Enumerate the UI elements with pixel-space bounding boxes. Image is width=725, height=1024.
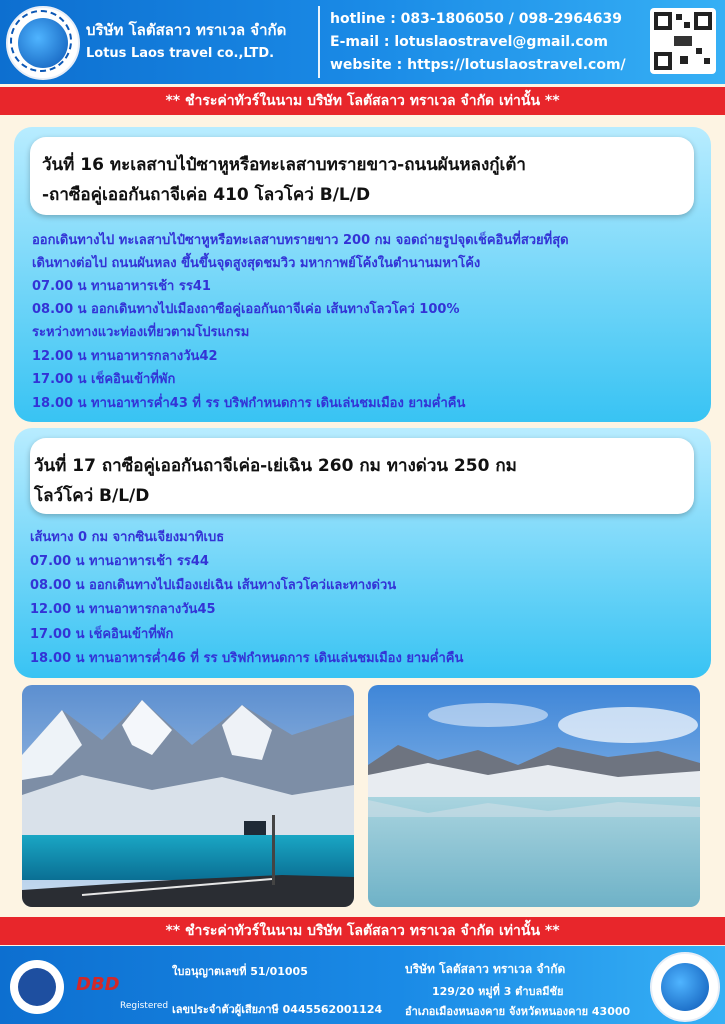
footer-address-line2: อำเภอเมืองหนองคาย จังหวัดหนองคาย 43000 xyxy=(405,1005,631,1018)
day17-line: 08.00 น ออกเดินทางไปเมืองเย่เฉิน เส้นทางโลวโคว่และทางด่วน xyxy=(30,578,397,593)
header-divider xyxy=(318,6,320,78)
day17-panel xyxy=(14,428,711,678)
day16-panel xyxy=(14,127,711,422)
license-number: ใบอนุญาตเลขที่ 51/01005 xyxy=(172,965,308,978)
payment-notice-bottom: ** ชำระค่าทัวร์ในนาม บริษัท โลตัสลาว ทราเวล จำกัด เท่านั้น ** xyxy=(0,917,725,945)
day16-line: 17.00 น เช็คอินเข้าที่พัก xyxy=(32,372,176,387)
day16-line: ออกเดินทางไป ทะเลสาบไป๋ซาหูหรือทะเลสาบทรายขาว 200 กม จอดถ่ายรูปจุดเช็คอินที่สวยที่สุด xyxy=(32,233,569,248)
day17-line: 07.00 น ทานอาหารเช้า รร44 xyxy=(30,554,209,569)
day16-line: ระหว่างทางแวะท่องเที่ยวตามโปรแกรม xyxy=(32,325,250,340)
day17-line: 17.00 น เช็คอินเข้าที่พัก xyxy=(30,627,174,642)
footer-company-logo xyxy=(650,952,720,1022)
day17-title-line1: วันที่ 17 ถาซือคู่เออกันถาจีเค่อ-เย่เฉิน 260 กม ทางด่วน 250 กม xyxy=(34,456,517,476)
day16-line: เดินทางต่อไป ถนนผันหลง ขึ้นขึ้นจุดสูงสุดชมวิว มหากาพย์โค้งในตำนานมหาโค้ง xyxy=(32,256,481,271)
day17-line: เส้นทาง 0 กม จากซินเจียงมาทิเบธ xyxy=(30,530,225,545)
hotline-text: hotline : 083-1806050 / 098-2964639 xyxy=(330,11,622,27)
white-sand-lake-photo xyxy=(368,685,700,907)
registered-mark: Registered xyxy=(120,1001,169,1011)
mountain-road-photo xyxy=(22,685,354,907)
email-text: E-mail : lotuslaostravel@gmail.com xyxy=(330,34,608,50)
tat-logo xyxy=(10,960,64,1014)
day17-title-box xyxy=(30,438,694,514)
day16-line: 07.00 น ทานอาหารเช้า รร41 xyxy=(32,279,211,294)
day16-title-line1: วันที่ 16 ทะเลสาบไป๋ซาหูหรือทะเลสาบทรายขาว-ถนนผันหลงกู๋เต้า xyxy=(42,155,526,175)
company-logo xyxy=(6,6,80,80)
website-link[interactable]: website : https://lotuslaostravel.com/ xyxy=(330,57,626,73)
day16-line: 18.00 น ทานอาหารค่ำ43 ที่ รร บริฟกำหนดการ เดินเล่นชมเมือง ยามค่ำคืน xyxy=(32,396,466,411)
footer-address-line1: 129/20 หมู่ที่ 3 ตำบลมีชัย xyxy=(432,985,564,998)
dbd-logo: DBD xyxy=(76,974,120,995)
footer xyxy=(0,946,725,1024)
payment-notice-top: ** ชำระค่าทัวร์ในนาม บริษัท โลตัสลาว ทราเวล จำกัด เท่านั้น ** xyxy=(0,87,725,115)
day16-title-line2: -ถาซือคู่เออกันถาจีเค่อ 410 โลวโคว่ B/L/D xyxy=(42,185,371,205)
company-name-thai: บริษัท โลตัสลาว ทราเวล จำกัด xyxy=(86,21,287,39)
day17-line: 18.00 น ทานอาหารค่ำ46 ที่ รร บริฟกำหนดการ เดินเล่นชมเมือง ยามค่ำคืน xyxy=(30,651,464,666)
header xyxy=(0,0,725,84)
day17-title-line2: โลว์โคว่ B/L/D xyxy=(34,486,150,506)
line-qr-code[interactable] xyxy=(650,8,716,74)
footer-company-name: บริษัท โลตัสลาว ทราเวล จำกัด xyxy=(405,962,566,976)
day16-title-box xyxy=(30,137,694,215)
day16-line: 08.00 น ออกเดินทางไปเมืองถาซือคู่เออกันถาจีเค่อ เส้นทางโลวโคว่ 100% xyxy=(32,302,460,317)
tax-id: เลขประจำตัวผู้เสียภาษี 0445562001124 xyxy=(172,1003,383,1016)
day16-line: 12.00 น ทานอาหารกลางวัน42 xyxy=(32,349,218,364)
company-name-english: Lotus Laos travel co.,LTD. xyxy=(86,46,275,61)
day17-line: 12.00 น ทานอาหารกลางวัน45 xyxy=(30,602,216,617)
